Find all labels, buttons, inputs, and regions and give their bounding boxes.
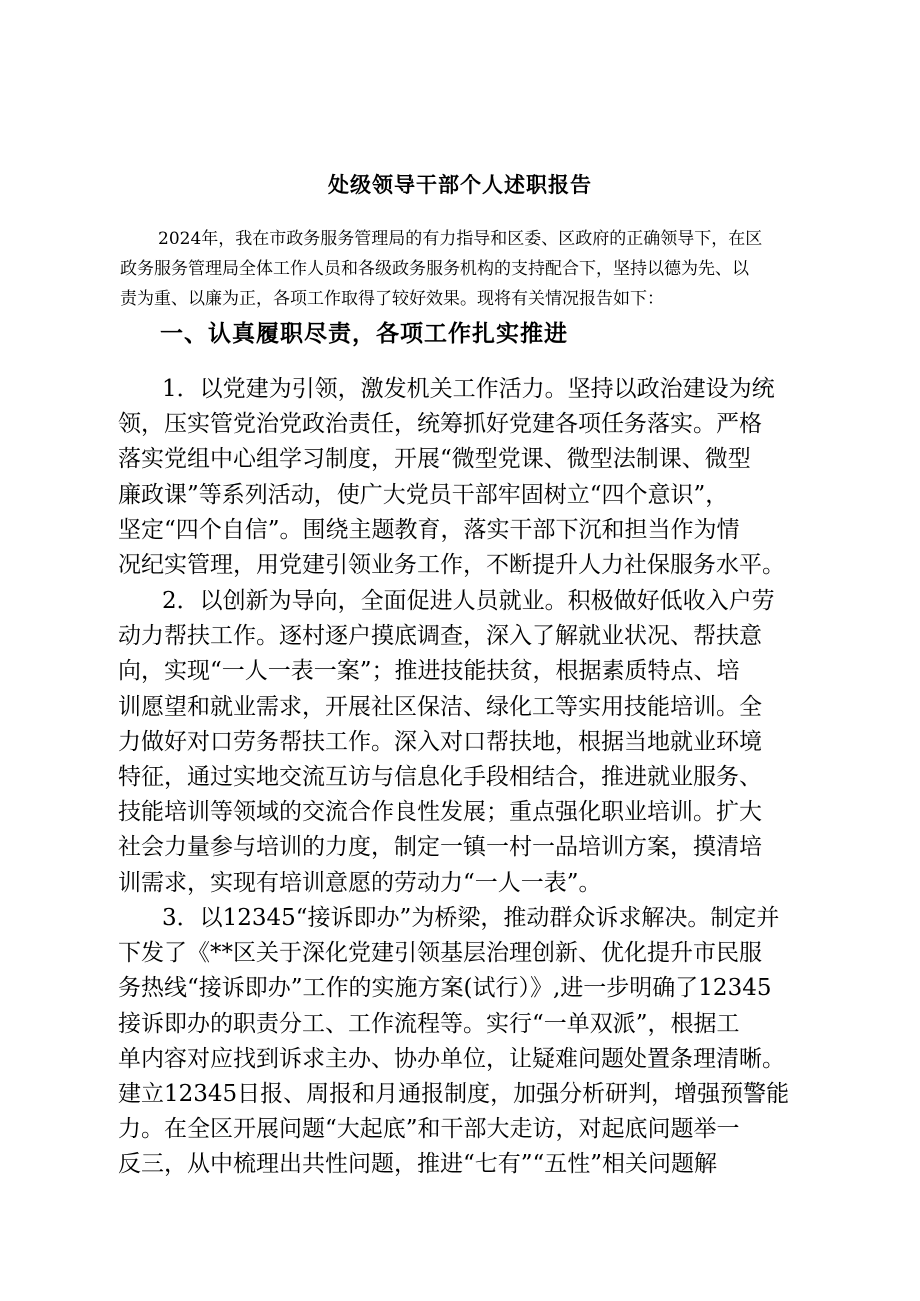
paragraph-line: 特征，通过实地交流互访与信息化手段相结合，推进就业服务、: [118, 764, 762, 791]
paragraph-line: 单内容对应找到诉求主办、协办单位，让疑难问题处置条理清晰。: [118, 1045, 785, 1072]
paragraph-line: 建立12345日报、周报和月通报制度，加强分析研判，增强预警能: [118, 1081, 790, 1108]
paragraph-line: 力。在全区开展问题“大起底”和干部大走访，对起底问题举一: [118, 1116, 740, 1143]
paragraph-2: [118, 584, 838, 901]
paragraph-1: [118, 372, 838, 583]
paragraph-line: 务热线“接诉即办”工作的实施方案(试行）》,进一步明确了12345: [118, 975, 772, 1002]
intro-line: 政务服务管理局全体工作人员和各级政务服务机构的支持配合下，坚持以德为先、以: [120, 259, 749, 279]
paragraph-line: 领，压实管党治党政治责任，统筹抓好党建各项任务落实。严格: [118, 411, 762, 438]
paragraph-line: 反三，从中梳理出共性问题，推进“七有”“五性”相关问题解: [118, 1151, 718, 1178]
intro-line: 2024年，我在市政务服务管理局的有力指导和区委、区政府的正确领导下，在区: [158, 229, 763, 249]
paragraph-line: 廉政课”等系列活动，使广大党员干部牢固树立“四个意识”，: [118, 481, 729, 508]
paragraph-line: 训需求，实现有培训意愿的劳动力“一人一表”。: [118, 869, 602, 896]
paragraph-3: [118, 901, 838, 1183]
paragraph-line: 1．以党建为引领，激发机关工作活力。坚持以政治建设为统: [162, 376, 775, 402]
paragraph-line: 落实党组中心组学习制度，开展“微型党课、微型法制课、微型: [118, 446, 751, 473]
paragraph-line: 训愿望和就业需求，开展社区保洁、绿化工等实用技能培训。全: [118, 693, 762, 720]
paragraph-line: 况纪实管理，用党建引领业务工作，不断提升人力社保服务水平。: [118, 552, 785, 579]
paragraph-line: 动力帮扶工作。逐村逐户摸底调查，深入了解就业状况、帮扶意: [118, 623, 762, 650]
paragraph-line: 社会力量参与培训的力度，制定一镇一村一品培训方案，摸清培: [118, 834, 762, 861]
paragraph-line: 2．以创新为导向，全面促进人员就业。积极做好低收入户劳: [162, 588, 775, 614]
intro-line: 责为重、以廉为正，各项工作取得了较好效果。现将有关情况报告如下：: [120, 289, 664, 309]
document-title: 处级领导干部个人述职报告: [328, 172, 592, 197]
paragraph-line: 技能培训等领域的交流合作良性发展；重点强化职业培训。扩大: [118, 799, 762, 826]
paragraph-line: 坚定“四个自信”。围绕主题教育，落实干部下沉和担当作为情: [118, 516, 740, 543]
paragraph-line: 3．以12345“接诉即办”为桥梁，推动群众诉求解决。制定并: [162, 905, 780, 931]
intro-paragraph: [120, 224, 818, 314]
section-heading: 一、认真履职尽责，各项工作扎实推进: [160, 320, 568, 347]
paragraph-line: 向，实现“一人一表一案”；推进技能扶贫，根据素质特点、培: [118, 658, 740, 685]
paragraph-line: 下发了《**区关于深化党建引领基层治理创新、优化提升市民服: [118, 940, 762, 967]
paragraph-line: 力做好对口劳务帮扶工作。深入对口帮扶地，根据当地就业环境: [118, 728, 762, 755]
paragraph-line: 接诉即办的职责分工、工作流程等。实行“一单双派”，根据工: [118, 1010, 740, 1037]
